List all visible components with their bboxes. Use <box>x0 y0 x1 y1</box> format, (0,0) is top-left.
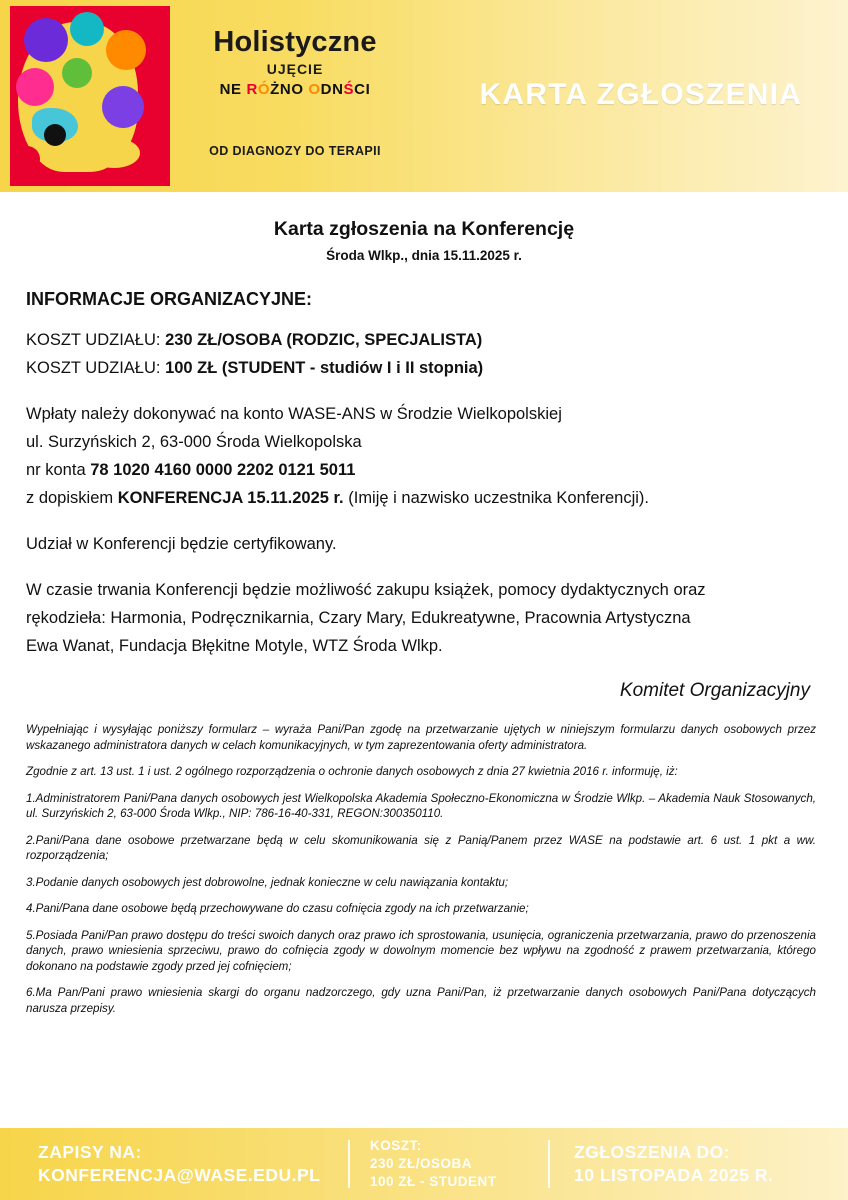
logo-wordmark <box>160 26 430 98</box>
privacy-paragraph: Zgodnie z art. 13 ust. 1 i ust. 2 ogólnego rozporządzenia o ochronie danych osobowych z dnia 27 kwietnia 2016 r. informuję, iż: <box>26 765 678 778</box>
footer-deadline-label: ZGŁOSZENIA DO: <box>574 1142 731 1162</box>
section-heading-organizational: INFORMACJE ORGANIZACYJNE: <box>26 289 313 309</box>
account-line <box>26 458 822 482</box>
sale-line-3: Ewa Wanat, Fundacja Błękitne Motyle, WTZ Środa Wlkp. <box>26 637 443 655</box>
document-title: Karta zgłoszenia na Konferencję <box>273 218 575 240</box>
privacy-paragraph: 5.Posiada Pani/Pan prawo dostępu do treści swoich danych oraz prawo ich sprostowania, usunięcia, ograniczenia przetwarzania, prawo do przenoszenia danych, prawo wniesienia sprzeciwu, prawo do cofnięcia zgody w dowolnym momencie bez wpływu na zgodność z prawem przetwarzania, którego dokonano na podstawie zgody przed jej cofnięciem; <box>26 928 816 973</box>
privacy-notice <box>26 722 822 1016</box>
footer-cost <box>348 1128 548 1200</box>
logo-blob-orange <box>106 30 146 70</box>
page-header <box>0 0 848 192</box>
footer-cost-value-1: 230 ZŁ/OSOBA <box>370 1156 473 1171</box>
footer-signup <box>0 1128 348 1200</box>
cost-line-2 <box>26 356 822 380</box>
header-title: KARTA ZGŁOSZENIA <box>479 78 802 111</box>
logo-blob-purple2 <box>102 86 144 128</box>
privacy-paragraph: 3.Podanie danych osobowych jest dobrowolne, jednak konieczne w celu nawiązania kontaktu; <box>26 875 509 889</box>
account-label: nr konta <box>26 461 86 479</box>
privacy-paragraph: Wypełniając i wysyłając poniższy formularz – wyraża Pani/Pan zgodę na przetwarzanie ujętych w niniejszym formularzu danych osobowych przez wskazanego administratora danych w celach komunikacyjnych, w tym zaprezentowania oferty administratora. <box>26 723 816 752</box>
cost-value-2: 100 ZŁ (STUDENT - studiów I i II stopnia) <box>165 359 484 377</box>
sale-line-1: W czasie trwania Konferencji będzie możliwość zakupu książek, pomocy dydaktycznych oraz <box>26 581 706 599</box>
logo-blob-green <box>62 58 92 88</box>
logo-blob-teal <box>70 12 104 46</box>
footer-divider-2 <box>548 1140 550 1188</box>
logo-blob-magenta <box>14 146 40 172</box>
logo-blob-yellow <box>88 138 140 168</box>
logo-title: Holistyczne <box>213 26 377 58</box>
reference-suffix: (Imiję i nazwisko uczestnika Konferencji). <box>348 489 650 507</box>
reference-prefix: z dopiskiem <box>26 489 114 507</box>
logo-blob-purple <box>24 18 68 62</box>
footer-signup-email[interactable]: KONFERENCJA@WASE.EDU.PL <box>38 1165 321 1185</box>
payment-line-2: ul. Surzyńskich 2, 63-000 Środa Wielkopolska <box>26 433 362 451</box>
footer-divider-1 <box>348 1140 350 1188</box>
footer-deadline <box>548 1128 848 1200</box>
privacy-paragraph: 4.Pani/Pana dane osobowe będą przechowywane do czasu cofnięcia zgody na ich przetwarzanie; <box>26 902 529 915</box>
footer-cost-value-2: 100 ZŁ - STUDENT <box>370 1174 497 1189</box>
logo-subtitle-2: NE RÓŻNO ODNŚCI <box>219 81 371 98</box>
reference-bold: KONFERENCJA 15.11.2025 r. <box>117 489 344 507</box>
reference-line <box>26 486 822 510</box>
certificate-line: Udział w Konferencji będzie certyfikowany. <box>26 535 337 553</box>
document-date: Środa Wlkp., dnia 15.11.2025 r. <box>326 248 522 263</box>
cost-line-1 <box>26 328 822 352</box>
document-body <box>0 192 848 1016</box>
account-number: 78 1020 4160 0000 2202 0121 5011 <box>90 461 356 479</box>
logo-subtitle: UJĘCIE <box>266 61 324 77</box>
privacy-paragraph: 2.Pani/Pana dane osobowe przetwarzane będą w celu skomunikowania się z Panią/Panem przez WASE na podstawie art. 6 ust. 1 pkt a ww. rozporządzenia; <box>26 833 816 862</box>
footer-signup-label: ZAPISY NA: <box>38 1142 142 1162</box>
logo-blob-black <box>44 124 66 146</box>
payment-line-1: Wpłaty należy dokonywać na konto WASE-ANS w Środzie Wielkopolskiej <box>26 405 562 423</box>
cost-label-2: KOSZT UDZIAŁU: <box>26 359 161 377</box>
logo-blob-pink <box>16 68 54 106</box>
cost-label-1: KOSZT UDZIAŁU: <box>26 331 161 349</box>
cost-value-1: 230 ZŁ/OSOBA (RODZIC, SPECJALISTA) <box>165 331 483 349</box>
privacy-paragraph: 1.Administratorem Pani/Pana danych osobowych jest Wielkopolska Akademia Społeczno-Ekonomiczna w Środzie Wlkp. – Akademia Nauk Stosowanych, ul. Surzyńskich 2, 63-000 Środa Wlkp., NIP: 786-16-40-331, REGON:300350110. <box>26 791 816 820</box>
page-footer <box>0 1128 848 1200</box>
signature-line: Komitet Organizacyjny <box>619 680 810 701</box>
sale-line-2: rękodzieła: Harmonia, Podręcznikarnia, Czary Mary, Edukreatywne, Pracownia Artystyczna <box>26 609 691 627</box>
footer-deadline-date: 10 LISTOPADA 2025 R. <box>574 1165 774 1185</box>
logo-graphic <box>10 6 170 186</box>
footer-cost-label: KOSZT: <box>370 1138 422 1153</box>
privacy-paragraph: 6.Ma Pan/Pani prawo wniesienia skargi do organu nadzorczego, gdy uzna Pani/Pan, iż przetwarzanie danych osobowych Pani/Pana dotyczących narusza przepisy. <box>26 986 816 1015</box>
logo-tagline: OD DIAGNOZY DO TERAPII <box>209 144 381 158</box>
